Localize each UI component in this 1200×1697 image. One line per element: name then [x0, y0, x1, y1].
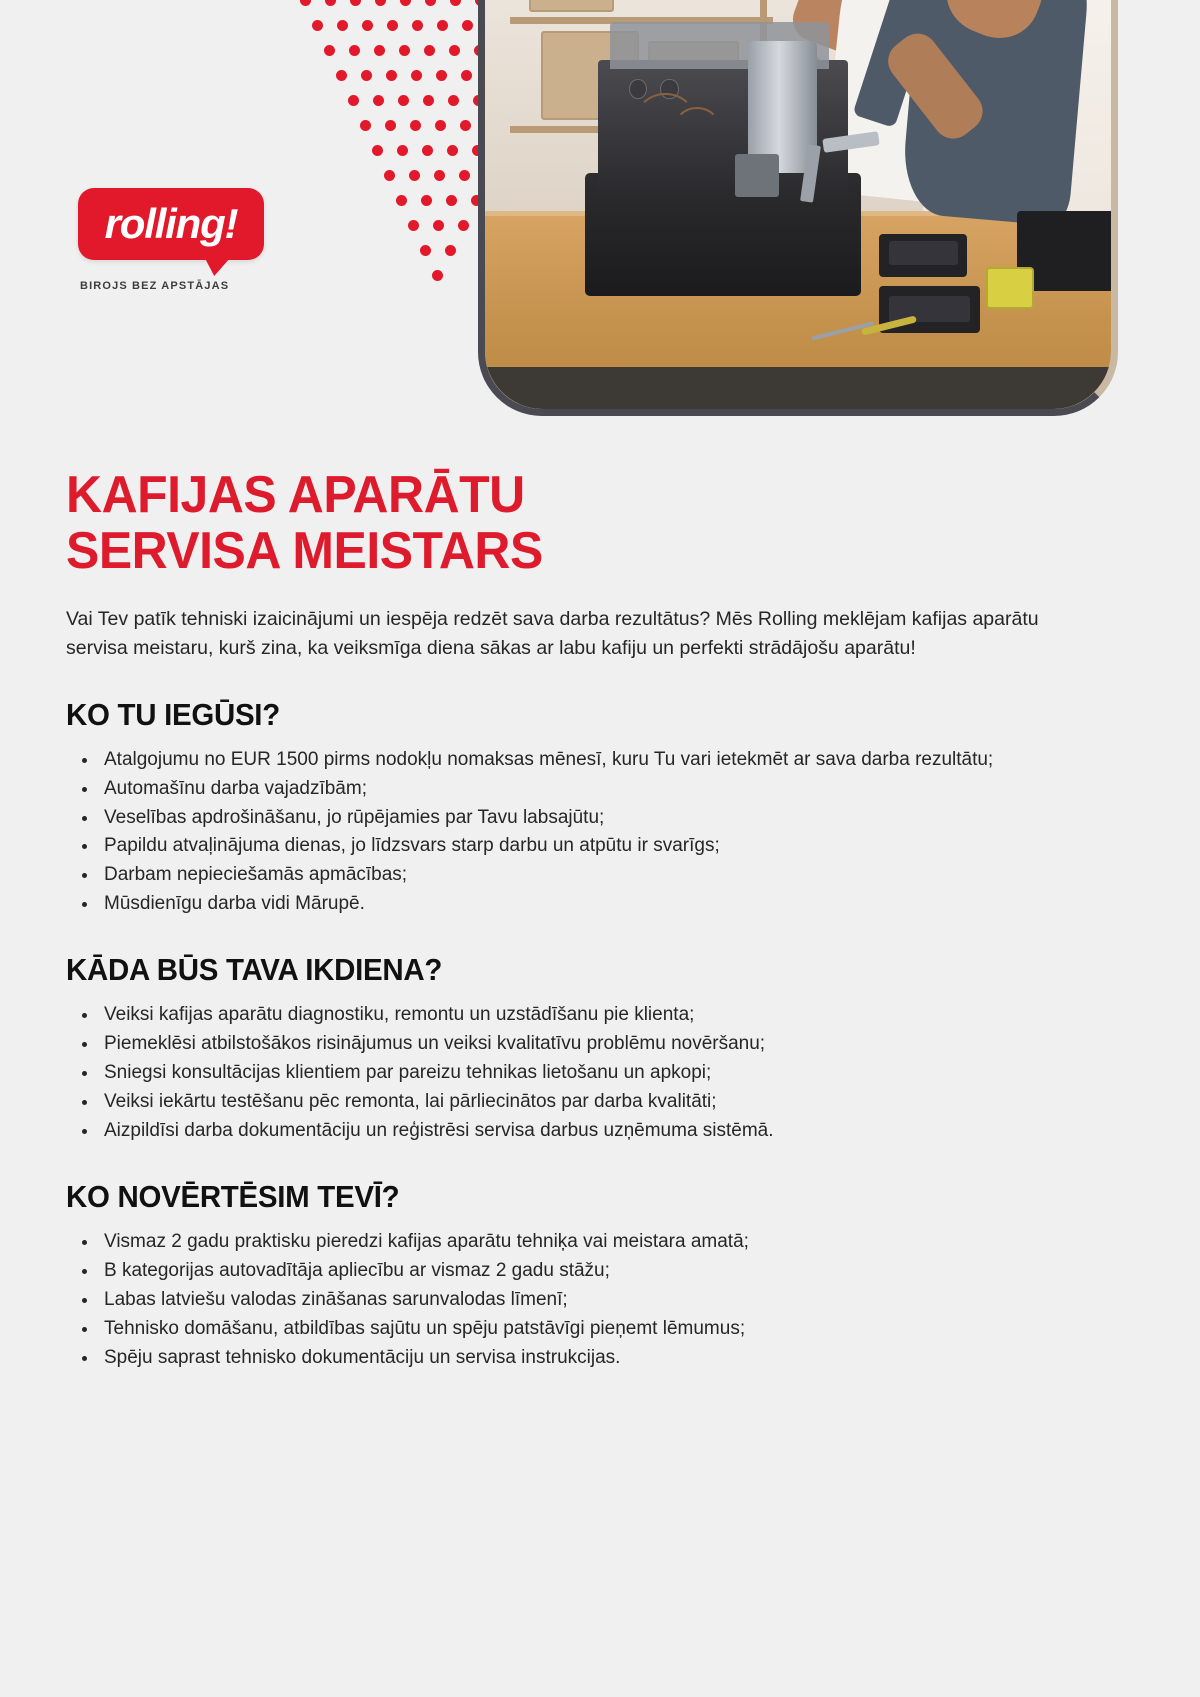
list-item: Darbam nepieciešamās apmācības;: [100, 862, 1100, 889]
list-item: Sniegsi konsultācijas klientiem par pareizu tehnikas lietošanu un apkopi;: [100, 1060, 1100, 1087]
dot-icon: [420, 245, 431, 256]
dot-icon: [408, 220, 419, 231]
logo-tagline: BIROJS BEZ APSTĀJAS: [80, 280, 230, 292]
dot-icon: [436, 70, 447, 81]
dot-icon: [446, 195, 457, 206]
page-title-line-2: SERVISA MEISTARS: [66, 521, 543, 580]
dot-icon: [450, 0, 461, 6]
dot-icon: [349, 45, 360, 56]
list-item: Veselības apdrošināšanu, jo rūpējamies par Tavu labsajūtu;: [100, 805, 1100, 832]
section-benefits: [66, 697, 1134, 919]
list-item: Papildu atvaļinājuma dienas, jo līdzsvars starp darbu un atpūtu ir svarīgs;: [100, 833, 1100, 860]
daily-tasks-list: [66, 1002, 1100, 1145]
dot-icon: [397, 145, 408, 156]
list-item: Automašīnu darba vajadzībām;: [100, 776, 1100, 803]
photo-espresso-machine-wiring-2: [673, 107, 721, 153]
list-item: Veiksi iekārtu testēšanu pēc remonta, lai pārliecinātos par darba kvalitāti;: [100, 1089, 1100, 1116]
benefits-list: [66, 747, 1100, 919]
dot-icon: [458, 220, 469, 231]
list-item: Aizpildīsi darba dokumentāciju un reģistrēsi servisa darbus uzņēmuma sistēmā.: [100, 1118, 1100, 1145]
dot-icon: [424, 45, 435, 56]
dot-icon: [448, 95, 459, 106]
dot-icon: [435, 120, 446, 131]
hero-banner: [0, 0, 1200, 452]
logo-speech-bubble-icon: [78, 188, 264, 260]
dot-icon: [375, 0, 386, 6]
dot-icon: [412, 20, 423, 31]
dot-icon: [425, 0, 436, 6]
photo-espresso-machine-group-head: [735, 154, 779, 196]
dot-icon: [385, 120, 396, 131]
dot-icon: [459, 170, 470, 181]
dot-icon: [460, 120, 471, 131]
section-heading-daily-tasks: KĀDA BŪS TAVA IKDIENA?: [66, 952, 443, 988]
list-item: B kategorijas autovadītāja apliecību ar vismaz 2 gadu stāžu;: [100, 1258, 1100, 1285]
list-item: Spēju saprast tehnisko dokumentāciju un servisa instrukcijas.: [100, 1345, 1100, 1372]
photo-tool-tray-left-inner: [889, 241, 958, 265]
dot-icon: [336, 70, 347, 81]
dot-icon: [386, 70, 397, 81]
section-heading-requirements: KO NOVĒRTĒSIM TEVĪ?: [66, 1179, 400, 1215]
intro-paragraph: Vai Tev patīk tehniski izaicinājumi un iespēja redzēt sava darba rezultātus? Mēs Rolling meklējam kafijas aparātu servisa meistaru, kurš zina, ka veiksmīga diena sākas ar labu kafiju un perfekti strādājošu aparātu!: [66, 608, 1039, 659]
dot-icon: [437, 20, 448, 31]
dot-icon: [422, 145, 433, 156]
dot-icon: [411, 70, 422, 81]
list-item: Piemeklēsi atbilstošākos risinājumus un veiksi kvalitatīvu problēmu novēršanu;: [100, 1031, 1100, 1058]
dot-icon: [423, 95, 434, 106]
dot-icon: [361, 70, 372, 81]
page-title-line-1: KAFIJAS APARĀTU: [66, 466, 525, 524]
photo-shelf-box-3: [529, 0, 614, 12]
dot-icon: [372, 145, 383, 156]
section-daily-tasks: [66, 952, 1134, 1145]
dot-icon: [398, 95, 409, 106]
list-item: Mūsdienīgu darba vidi Mārupē.: [100, 891, 1100, 918]
dot-icon: [447, 145, 458, 156]
list-item: Atalgojumu no EUR 1500 pirms nodokļu nomaksas mēnesī, kuru Tu vari ietekmēt ar sava darba rezultātu;: [100, 747, 1100, 774]
logo-wordmark: rolling!: [104, 200, 238, 247]
dot-icon: [312, 20, 323, 31]
list-item: Veiksi kafijas aparātu diagnostiku, remontu un uzstādīšanu pie klienta;: [100, 1002, 1100, 1029]
photo-measuring-tape: [986, 267, 1034, 309]
dot-icon: [399, 45, 410, 56]
list-item: Vismaz 2 gadu praktisku pieredzi kafijas aparātu tehniķa vai meistara amatā;: [100, 1229, 1100, 1256]
dot-icon: [348, 95, 359, 106]
requirements-list: [66, 1229, 1100, 1372]
dot-icon: [433, 220, 444, 231]
dot-icon: [300, 0, 311, 6]
hero-photo: [478, 0, 1118, 416]
list-item: Labas latviešu valodas zināšanas sarunvalodas līmenī;: [100, 1287, 1100, 1314]
dot-icon: [396, 195, 407, 206]
dot-icon: [461, 70, 472, 81]
dot-icon: [421, 195, 432, 206]
dot-icon: [449, 45, 460, 56]
photo-floor: [485, 367, 1111, 409]
list-item: Tehnisko domāšanu, atbildības sajūtu un spēju patstāvīgi pieņemt lēmumus;: [100, 1316, 1100, 1343]
dot-icon: [337, 20, 348, 31]
dot-icon: [325, 0, 336, 6]
hero-photo-inner: [485, 0, 1111, 409]
dot-icon: [350, 0, 361, 6]
dot-icon: [434, 170, 445, 181]
page-title: [66, 468, 1091, 579]
section-requirements: [66, 1179, 1134, 1372]
section-heading-benefits: KO TU IEGŪSI?: [66, 696, 280, 732]
dot-icon: [374, 45, 385, 56]
dot-icon: [432, 270, 443, 281]
dot-icon: [400, 0, 411, 6]
dot-icon: [462, 20, 473, 31]
dot-icon: [324, 45, 335, 56]
dot-icon: [409, 170, 420, 181]
dot-icon: [360, 120, 371, 131]
dot-icon: [410, 120, 421, 131]
company-logo: [78, 188, 288, 292]
dot-icon: [387, 20, 398, 31]
job-posting-content: [0, 468, 1200, 1372]
dot-icon: [362, 20, 373, 31]
dot-icon: [384, 170, 395, 181]
dot-icon: [445, 245, 456, 256]
dot-icon: [373, 95, 384, 106]
